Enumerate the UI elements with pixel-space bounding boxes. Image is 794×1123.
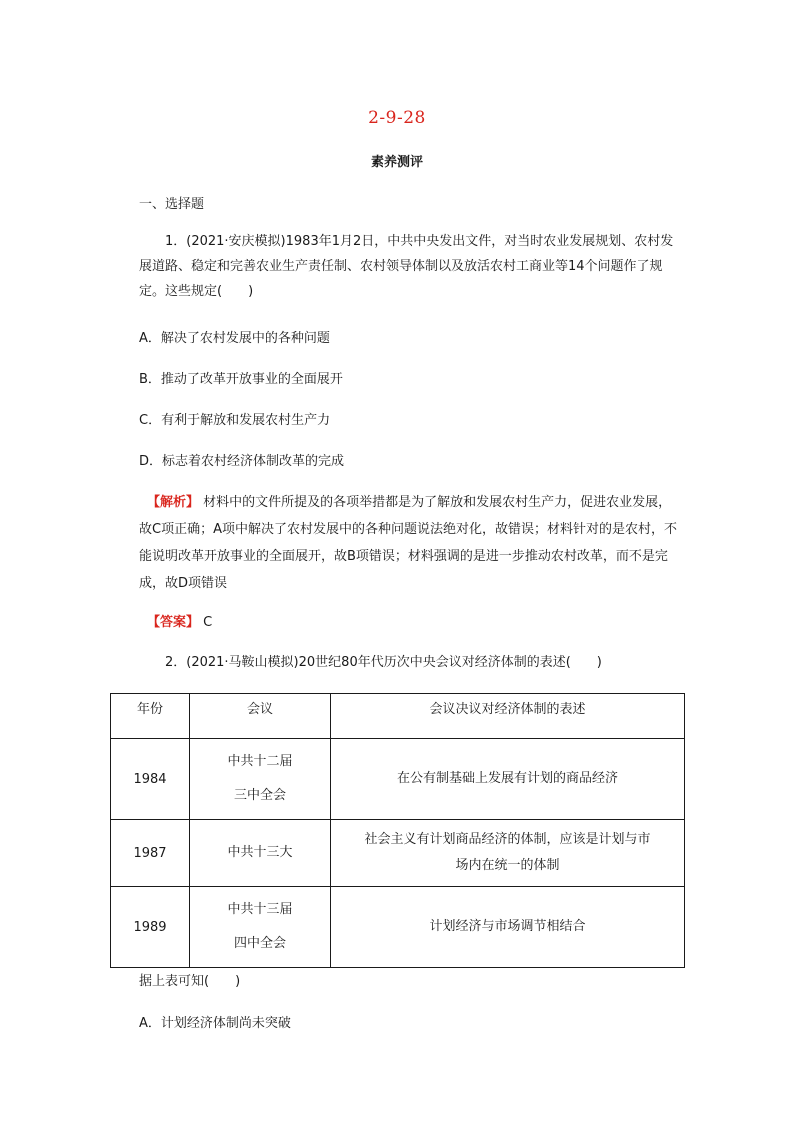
table-cell-meeting	[190, 820, 331, 887]
description-line: 在公有制基础上发展有计划的商品经济	[396, 771, 618, 786]
document-code: 2-9-28	[368, 108, 426, 128]
table-header-row	[111, 694, 685, 739]
table-cell-meeting	[190, 739, 331, 820]
analysis-text: 材料中的文件所提及的各项举措都是为了解放和发展农村生产力，促进农业发展，故C项正确；A项中解决了农村发展中的各种问题说法绝对化，故错误；材料针对的是农村，不能说明改革开放事业的全面展开，故B项错误；材料强调的是进一步推动农村改革，而不是完成，故D项错误	[139, 495, 677, 591]
description-line: 场内在统一的体制	[455, 858, 560, 873]
question-1-stem: 1．(2021·安庆模拟)1983年1月2日，中共中央发出文件，对当时农业发展规划、农村发展道路、稳定和完善农业生产责任制、农村领导体制以及放活农村工商业等14个问题作了规定。这些规定( )	[139, 234, 674, 299]
table-row	[111, 739, 685, 820]
table-header-meeting: 会议	[190, 694, 331, 739]
meeting-line: 四中全会	[233, 936, 286, 951]
meeting-line: 三中全会	[233, 788, 286, 803]
question-1-option-b: B．推动了改革开放事业的全面展开	[139, 372, 343, 387]
table-cell-year: 1989	[111, 887, 190, 968]
document-subtitle: 素养测评	[370, 155, 423, 170]
question-2-followup: 据上表可知( )	[139, 974, 241, 989]
question-1-option-d: D．标志着农村经济体制改革的完成	[139, 454, 345, 469]
table-cell-description	[331, 739, 685, 820]
economic-system-table	[110, 693, 685, 968]
description-line: 社会主义有计划商品经济的体制，应该是计划与市	[364, 832, 651, 847]
meeting-line: 中共十二届	[227, 754, 293, 769]
table-cell-description	[331, 820, 685, 887]
table-cell-year: 1987	[111, 820, 190, 887]
table-row	[111, 820, 685, 887]
question-1-option-c: C．有利于解放和发展农村生产力	[139, 413, 331, 428]
answer-value: C	[203, 615, 213, 630]
analysis-tag: 【解析】	[147, 495, 200, 510]
table-header-description: 会议决议对经济体制的表述	[331, 694, 685, 739]
table-row	[111, 887, 685, 968]
description-line: 计划经济与市场调节相结合	[429, 919, 586, 934]
question-1-option-a: A．解决了农村发展中的各种问题	[139, 331, 330, 346]
table-cell-year: 1984	[111, 739, 190, 820]
meeting-line: 中共十三届	[227, 902, 293, 917]
table-header-year: 年份	[111, 694, 190, 739]
question-2-stem: 2．(2021·马鞍山模拟)20世纪80年代历次中央会议对经济体制的表述( )	[165, 655, 602, 670]
table-cell-description	[331, 887, 685, 968]
question-1-analysis	[139, 489, 684, 597]
section-title: 一、选择题	[139, 197, 205, 212]
meeting-line: 中共十三大	[227, 845, 293, 860]
question-2-option-a: A．计划经济体制尚未突破	[139, 1016, 291, 1031]
answer-tag: 【答案】	[147, 615, 200, 630]
table-cell-meeting	[190, 887, 331, 968]
question-1-answer	[139, 611, 684, 630]
